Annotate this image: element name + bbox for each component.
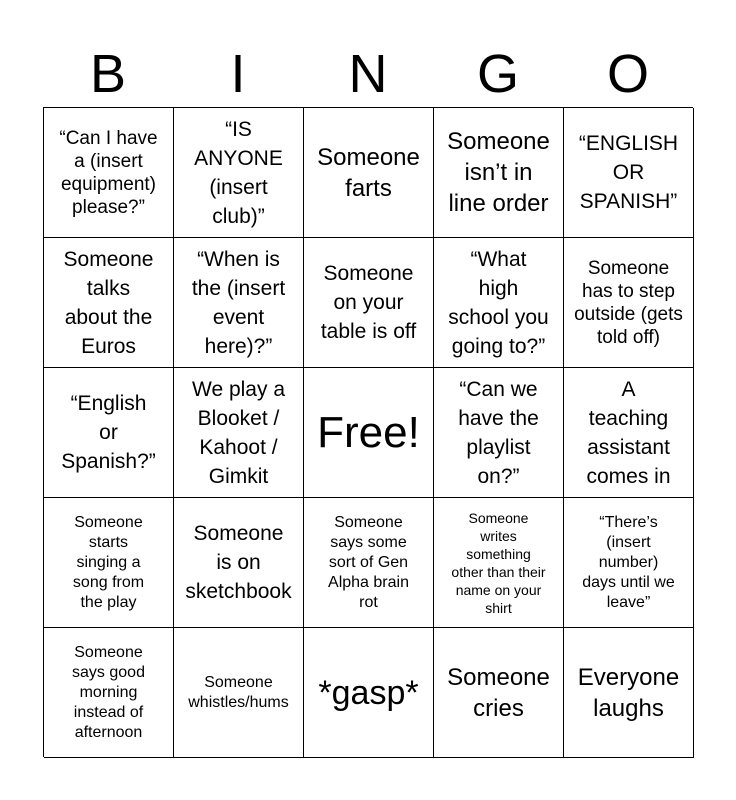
bingo-cell-r2-c1[interactable] bbox=[44, 238, 174, 368]
cell-text: Everyone laughs bbox=[577, 663, 680, 722]
cell-text: *gasp* bbox=[318, 673, 419, 712]
bingo-cell-r1-c5[interactable] bbox=[564, 108, 694, 238]
bingo-cell-r1-c4[interactable] bbox=[434, 108, 564, 238]
bingo-cell-r4-c1[interactable] bbox=[44, 498, 174, 628]
cell-text: “When is the (insert event here)?” bbox=[191, 247, 286, 358]
bingo-cell-r3-c1[interactable] bbox=[44, 368, 174, 498]
cell-text: Someone says good morning instead of afternoon bbox=[72, 643, 145, 741]
bingo-cell-r2-c4[interactable] bbox=[434, 238, 564, 368]
bingo-cell-r2-c3[interactable] bbox=[304, 238, 434, 368]
bingo-cell-r5-c5[interactable] bbox=[564, 628, 694, 758]
header-letter-b: B bbox=[89, 44, 127, 104]
free-space-cell[interactable] bbox=[304, 368, 434, 498]
cell-text: Someone on your table is off bbox=[320, 262, 417, 343]
cell-text: A teaching assistant comes in bbox=[586, 377, 671, 488]
cell-text: “English or Spanish?” bbox=[61, 392, 156, 473]
bingo-cell-r1-c2[interactable] bbox=[174, 108, 304, 238]
cell-text: Someone starts singing a song from the play bbox=[72, 513, 145, 611]
cell-text: Someone isn’t in line order bbox=[447, 128, 550, 217]
bingo-cell-r4-c3[interactable] bbox=[304, 498, 434, 628]
bingo-cell-r2-c5[interactable] bbox=[564, 238, 694, 368]
cell-text: Someone writes something other than their name on your shirt bbox=[451, 509, 546, 616]
bingo-cell-r5-c3[interactable] bbox=[304, 628, 434, 758]
header-letter-o: O bbox=[606, 44, 649, 104]
bingo-cell-r4-c2[interactable] bbox=[174, 498, 304, 628]
bingo-header bbox=[43, 40, 693, 108]
header-letter-g: G bbox=[476, 44, 519, 104]
bingo-cell-r5-c2[interactable] bbox=[174, 628, 304, 758]
cell-text: “ENGLISH OR SPANISH” bbox=[578, 132, 679, 213]
cell-text: “Can I have a (insert equipment) please?” bbox=[59, 127, 158, 218]
cell-text: “IS ANYONE (insert club)” bbox=[194, 117, 283, 228]
bingo-cell-r2-c2[interactable] bbox=[174, 238, 304, 368]
cell-text: We play a Blooket / Kahoot / Gimkit bbox=[192, 377, 285, 488]
bingo-board bbox=[43, 107, 693, 757]
cell-text: “What high school you going to?” bbox=[448, 247, 549, 358]
header-letter-i: I bbox=[230, 44, 246, 104]
bingo-cell-r5-c4[interactable] bbox=[434, 628, 564, 758]
bingo-cell-r3-c4[interactable] bbox=[434, 368, 564, 498]
cell-text: Someone is on sketchbook bbox=[185, 522, 292, 603]
bingo-cell-r5-c1[interactable] bbox=[44, 628, 174, 758]
bingo-cell-r4-c5[interactable] bbox=[564, 498, 694, 628]
bingo-cell-r4-c4[interactable] bbox=[434, 498, 564, 628]
cell-text: Someone farts bbox=[317, 143, 420, 202]
cell-text: “Can we have the playlist on?” bbox=[458, 377, 539, 488]
cell-text: Someone cries bbox=[447, 663, 550, 722]
header-letter-n: N bbox=[348, 44, 388, 104]
cell-text: Free! bbox=[317, 407, 420, 457]
cell-text: “There’s (insert number) days until we leave” bbox=[582, 513, 675, 611]
cell-text: Someone says some sort of Gen Alpha brain rot bbox=[328, 513, 409, 611]
cell-text: Someone talks about the Euros bbox=[63, 247, 154, 358]
bingo-cell-r3-c2[interactable] bbox=[174, 368, 304, 498]
cell-text: Someone whistles/hums bbox=[188, 673, 289, 711]
bingo-cell-r1-c1[interactable] bbox=[44, 108, 174, 238]
bingo-cell-r1-c3[interactable] bbox=[304, 108, 434, 238]
cell-text: Someone has to step outside (gets told off) bbox=[574, 257, 683, 348]
bingo-cell-r3-c5[interactable] bbox=[564, 368, 694, 498]
